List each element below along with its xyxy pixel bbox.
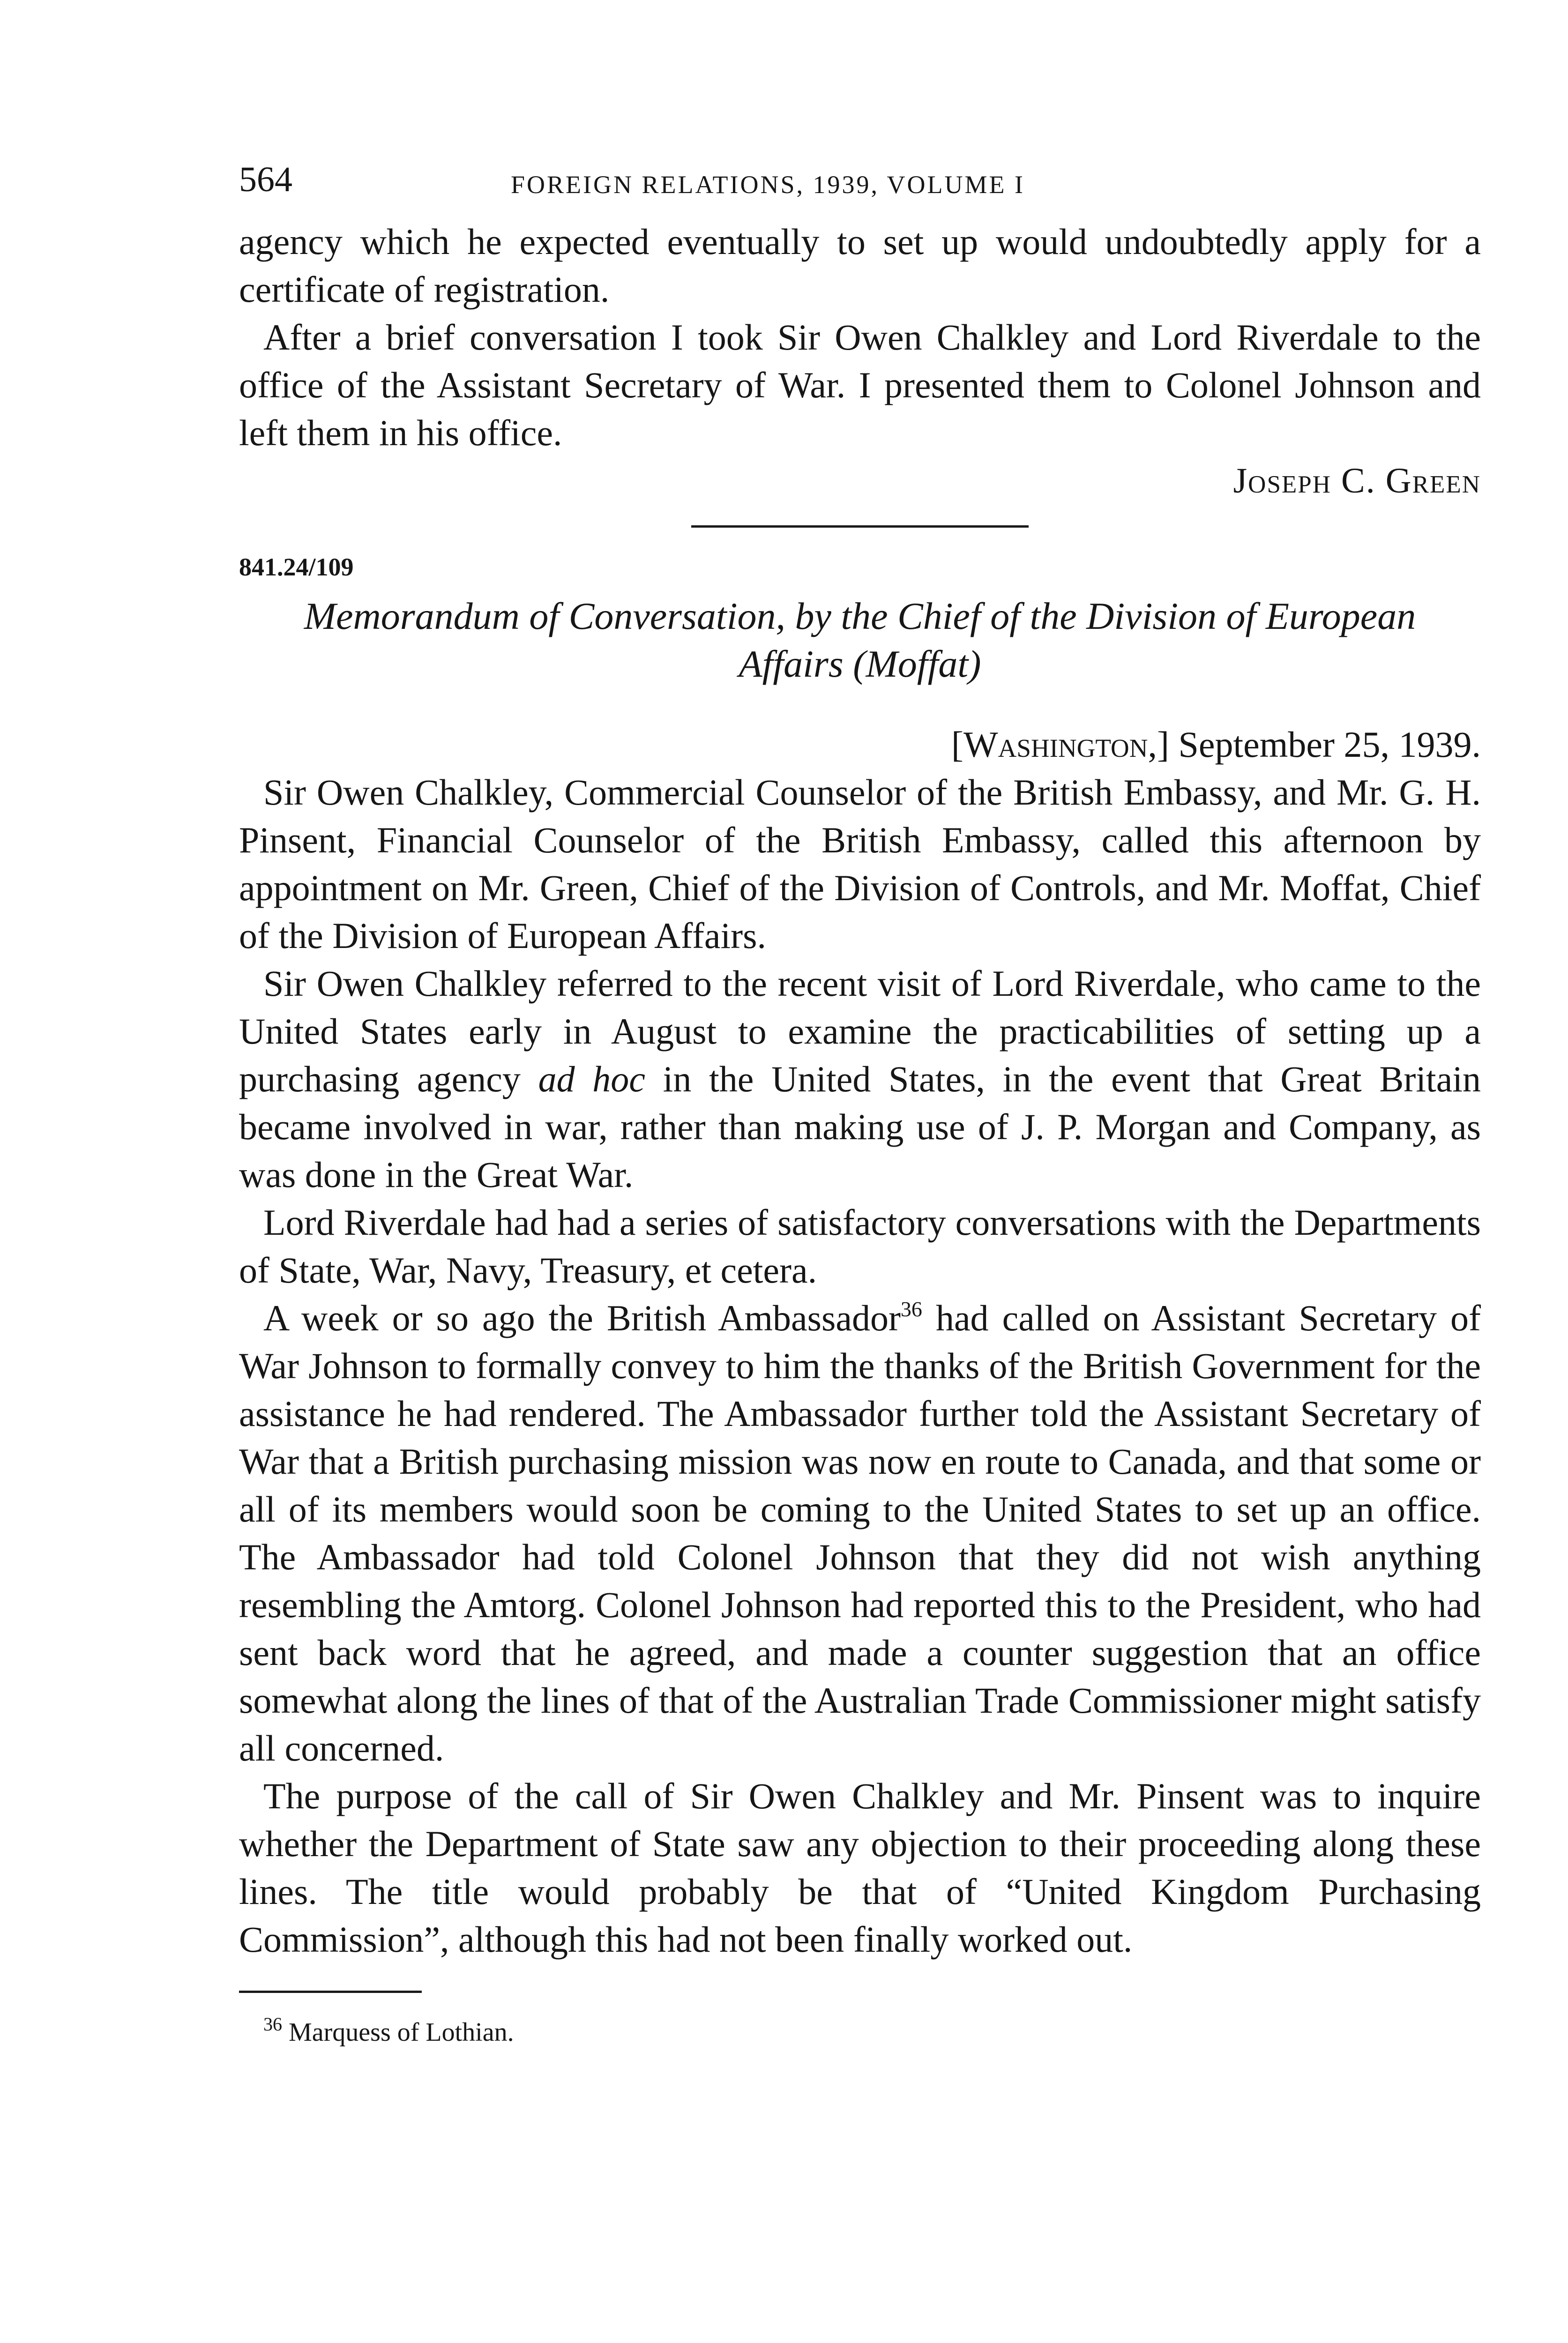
signature: Joseph C. Green [1233,461,1481,500]
body-paragraph: Sir Owen Chalkley, Commercial Counselor of the British Embassy, and Mr. G. H. Pinsent, Financial Counselor of the British Embassy, called this afternoon by appointment on Mr. Green, Chief of the Division of Controls, and Mr. Moffat, Chief of the Division of European Affairs. [239,772,1481,956]
page-header [239,162,1481,218]
italic-term: ad hoc [538,1059,645,1099]
document-page [239,162,1481,2051]
running-head: FOREIGN RELATIONS, 1939, VOLUME I [511,171,1025,199]
body-paragraph: The purpose of the call of Sir Owen Chalkley and Mr. Pinsent was to inquire whether the Department of State saw any objection to their proceeding along these lines. The title would probably be that of “United Kingdom Purchasing Commission”, although this had not been finally worked out. [239,1776,1481,1960]
dateline [239,721,1481,769]
dateline-date: September 25, 1939. [1178,724,1481,765]
footnote-divider [239,1991,422,1993]
body-paragraph: Lord Riverdale had had a series of satisfactory conversations with the Departments of State, War, Navy, Treasury, et cetera. [239,1202,1481,1291]
continuation-paragraph: agency which he expected eventually to set up would undoubtedly apply for a certificate of registration. [239,221,1481,310]
footnote-mark: 36 [263,2014,282,2035]
paragraph-text: in the United States, in the event that Great Britain became involved in war, rather than making use of J. P. Morgan and Company, as was done in the Great War. [239,1059,1481,1195]
paragraph-text: Sir Owen Chalkley referred to the recent visit of Lord Riverdale, who came to the United States early in August to examine the practicabilities of setting up a purchasing agency [239,963,1481,1099]
footnote-text: Marquess of Lothian. [289,2018,514,2047]
paragraph-text: A week or so ago the British Ambassador [263,1298,901,1338]
file-reference: 841.24/109 [239,553,354,581]
continuation-paragraph: After a brief conversation I took Sir Owen Chalkley and Lord Riverdale to the office of the Assistant Secretary of War. I presented them to Colonel Johnson and left them in his office. [239,317,1481,453]
dateline-place: [Washington,] [951,724,1169,765]
paragraph-text: had called on Assistant Secretary of War Johnson to formally convey to him the thanks of the British Government for the assistance he had rendered. The Ambassador further told the Assistant Secretary of War that a British purchasing mission was now en route to Canada, and that some or all of its members would soon be coming to the United States to set up an office. The Ambassador had told Colonel Johnson that they did not wish anything resembling the Amtorg. Colonel Johnson had reported this to the President, who had sent back word that he agreed, and made a counter suggestion that an office somewhat along the lines of that of the Australian Trade Commissioner might satisfy all concerned. [239,1298,1481,1768]
section-divider [691,525,1029,528]
document-body [239,769,1481,1963]
body-paragraph [239,1294,1481,1772]
footnote-reference[interactable]: 36 [900,1297,922,1321]
body-paragraph [239,960,1481,1199]
document-title: Memorandum of Conversation, by the Chief of the Division of European Affairs (Moffat) [304,595,1416,685]
page-number: 564 [239,160,292,199]
previous-document-end [239,218,1481,505]
footnote [239,2014,1481,2051]
